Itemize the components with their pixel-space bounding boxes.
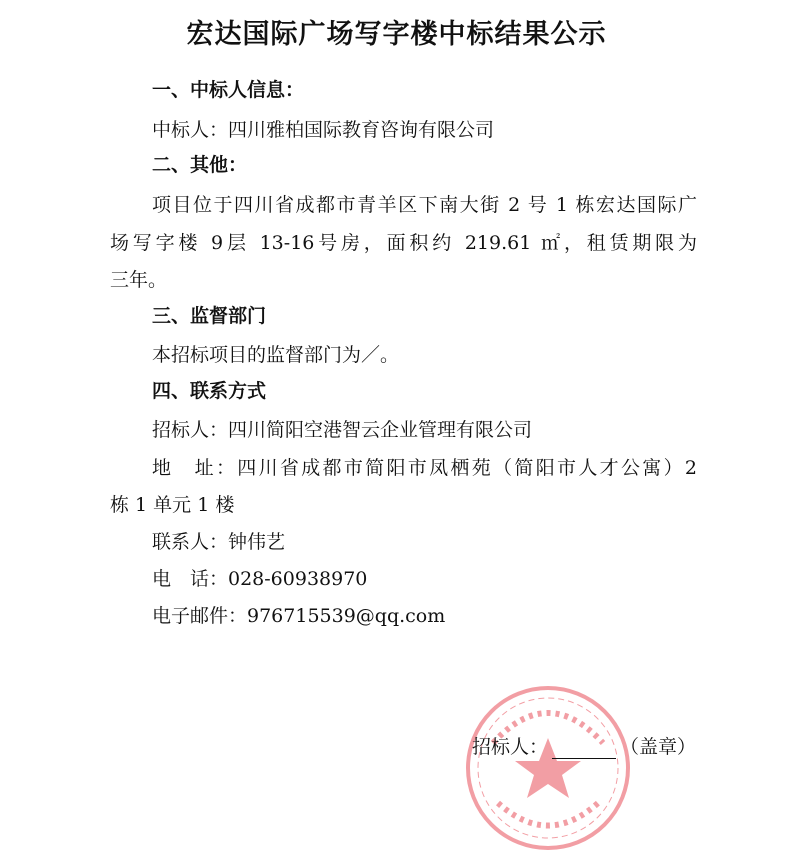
contact-person-line: 联系人：钟伟艺 xyxy=(152,531,286,553)
supervision-text: 本招标项目的监督部门为／。 xyxy=(152,344,400,366)
section-heading-other: 二、其他： xyxy=(152,154,248,176)
project-description-line3: 三年。 xyxy=(110,269,168,291)
phone-line: 电 话：028-60938970 xyxy=(152,568,368,590)
section-heading-contact: 四、联系方式 xyxy=(152,380,267,402)
section-heading-supervision: 三、监督部门 xyxy=(152,305,267,327)
address-line2: 栋 1 单元 1 楼 xyxy=(110,494,235,516)
signature-line xyxy=(472,732,696,759)
signature-blank xyxy=(552,740,616,759)
section-heading-winner: 一、中标人信息： xyxy=(152,79,305,101)
tenderer-line: 招标人：四川简阳空港智云企业管理有限公司 xyxy=(152,419,533,441)
project-description-line1: 项目位于四川省成都市青羊区下南大街 2 号 1 栋宏达国际广 xyxy=(152,194,697,216)
page-title: 宏达国际广场写字楼中标结果公示 xyxy=(186,19,607,50)
official-seal-stamp xyxy=(463,683,633,853)
seal-label: （盖章） xyxy=(620,736,697,758)
project-description-line2: 场写字楼 9层 13-16号房，面积约 219.61 ㎡，租赁期限为 xyxy=(110,232,697,254)
address-line1: 地 址：四川省成都市简阳市凤栖苑（简阳市人才公寓）2 xyxy=(152,457,697,479)
signature-label: 招标人： xyxy=(472,736,549,758)
email-line: 电子邮件：976715539@qq.com xyxy=(152,605,446,627)
winner-line: 中标人：四川雅柏国际教育咨询有限公司 xyxy=(152,119,495,141)
